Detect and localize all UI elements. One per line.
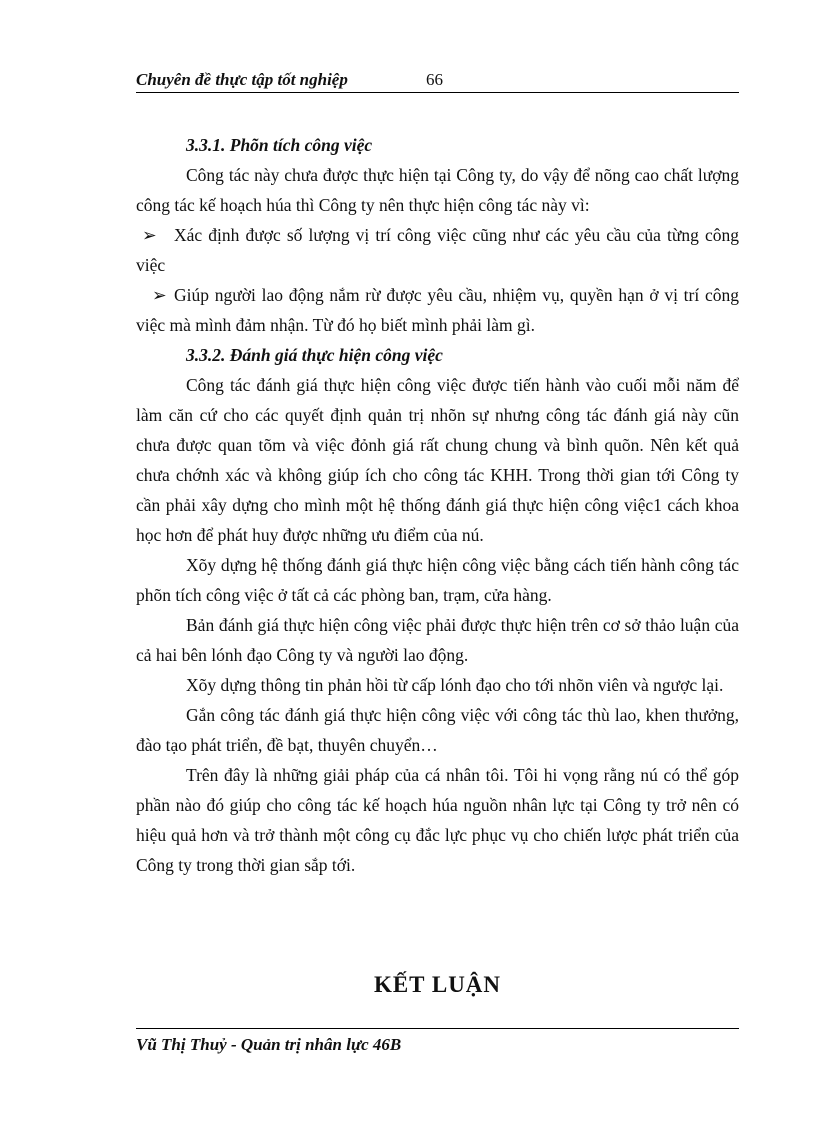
paragraph: Công tác đánh giá thực hiện công việc được tiến hành vào cuối mỗi năm để làm căn cứ cho các quyết định quản trị nhõn sự nhưng công tác đánh giá này cũn chưa được quan tõm và việc đỏnh giá rất chung chung và bình quõn. Nên kết quả chưa chớnh xác và không giúp ích cho công tác KHH. Trong thời gian tới Công ty cần phải xây dựng cho mình một hệ thống đánh giá thực hiện công việc1 cách khoa học hơn để phát huy được những ưu điểm của nú. — [136, 375, 739, 545]
paragraph: Trên đây là những giải pháp của cá nhân tôi. Tôi hi vọng rằng nú có thể góp phần nào đó giúp cho công tác kế hoạch húa nguồn nhân lực tại Công ty trở nên có hiệu quả hơn và trở thành một công cụ đắc lực phục vụ cho chiến lược phát triển của Công ty trong thời gian sắp tới. — [136, 765, 739, 875]
paragraph: Bản đánh giá thực hiện công việc phải được thực hiện trên cơ sở thảo luận của cả hai bên lónh đạo Công ty và người lao động. — [136, 615, 739, 665]
document-title: Chuyên đề thực tập tốt nghiệp — [136, 70, 348, 89]
section-heading-3-3-2: 3.3.2. Đánh giá thực hiện công việc — [186, 345, 443, 365]
page-header — [136, 68, 739, 93]
paragraph: Gắn công tác đánh giá thực hiện công việc với công tác thù lao, khen thưởng, đào tạo phát triển, đề bạt, thuyên chuyển… — [136, 705, 739, 755]
paragraph: Công tác này chưa được thực hiện tại Công ty, do vậy để nõng cao chất lượng công tác kế hoạch húa thì Công ty nên thực hiện công tác này vì: — [136, 165, 739, 215]
page-number: 66 — [426, 70, 443, 89]
bullet-text: Xác định được số lượng vị trí công việc cũng như các yêu cầu của từng công việc — [136, 225, 739, 275]
bullet-text: Giúp người lao động nắm rừ được yêu cầu, nhiệm vụ, quyền hạn ở vị trí công việc mà mình đảm nhận. Từ đó họ biết mình phải làm gì. — [136, 285, 739, 335]
paragraph: Xõy dựng thông tin phản hồi từ cấp lónh đạo cho tới nhõn viên và ngược lại. — [186, 675, 724, 695]
conclusion-heading: KẾT LUẬN — [373, 972, 502, 997]
paragraph: Xõy dựng hệ thống đánh giá thực hiện công việc bằng cách tiến hành công tác phõn tích công việc ở tất cả các phòng ban, trạm, cửa hàng. — [136, 555, 739, 605]
arrow-bullet-icon: ➢ — [152, 285, 167, 305]
arrow-bullet-icon: ➢ — [142, 225, 157, 245]
page-footer — [136, 1028, 739, 1055]
bullet-item — [136, 220, 739, 280]
author-line: Vũ Thị Thuỷ - Quản trị nhân lực 46B — [136, 1035, 402, 1054]
bullet-item — [136, 280, 739, 340]
section-heading-3-3-1: 3.3.1. Phõn tích công việc — [186, 135, 373, 155]
document-body — [136, 130, 739, 880]
